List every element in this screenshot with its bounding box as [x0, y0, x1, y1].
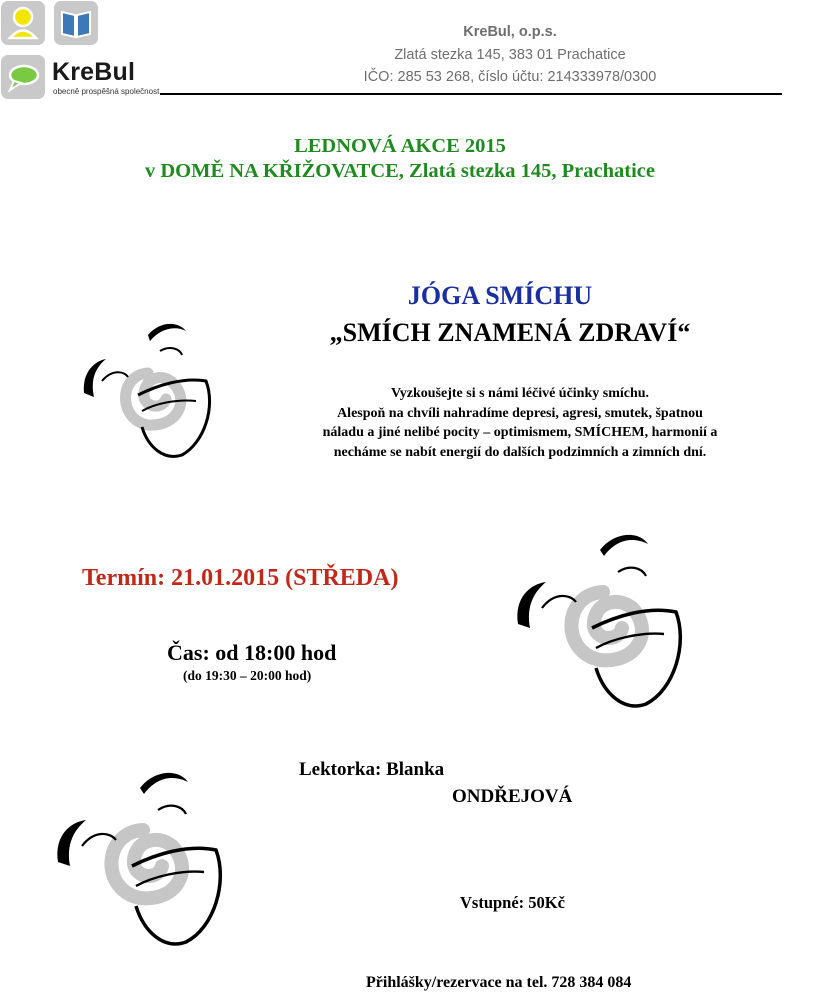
logo-subtext: obecně prospěšná společnost: [53, 87, 160, 96]
org-ids: IČO: 285 53 268, číslo účtu: 214333978/0300: [363, 69, 657, 85]
lecturer-surname: ONDŘEJOVÁ: [452, 786, 573, 807]
org-address: Zlatá stezka 145, 383 01 Prachatice: [394, 47, 626, 63]
intro-line: Alespoň na chvíli nahradíme depresi, agresi, smutek, špatnou: [337, 405, 703, 421]
intro-line: náladu a jiné nelibé pocity – optimismem, SMÍCHEM, harmonií a: [322, 425, 718, 440]
event-title: JÓGA SMÍCHU: [407, 281, 593, 310]
intro-line: necháme se nabít energií do dalších podzimních a zimních dní.: [333, 444, 707, 460]
event-subtitle: „SMÍCH ZNAMENÁ ZDRAVÍ“: [329, 318, 691, 347]
event-date: Termín: 21.01.2015 (STŘEDA): [82, 565, 399, 591]
header-divider: [160, 93, 782, 95]
org-name: KreBul, o.p.s.: [463, 24, 557, 40]
laughing-face-icon: [78, 315, 228, 465]
event-venue: v DOMĚ NA KŘIŽOVATCE, Zlatá stezka 145, Prachatice: [144, 160, 655, 182]
lecturer-name: Lektorka: Blanka: [299, 759, 445, 780]
book-icon: [54, 1, 98, 45]
person-icon: [1, 1, 45, 45]
intro-text: [260, 384, 780, 462]
event-time: Čas: od 18:00 hod: [167, 640, 337, 665]
event-time-detail: (do 19:30 – 20:00 hod): [183, 668, 312, 683]
laughing-face-icon: [48, 760, 238, 960]
booking-info: Přihlášky/rezervace na tel. 728 384 084: [366, 974, 632, 991]
intro-line: Vyzkoušejte si s námi léčivé účinky smíchu.: [390, 386, 650, 401]
logo-wordmark: KreBul: [52, 58, 136, 86]
laughing-face-icon: [508, 522, 698, 722]
admission-fee: Vstupné: 50Kč: [460, 893, 565, 912]
speech-bubble-icon: [1, 55, 45, 99]
event-heading: LEDNOVÁ AKCE 2015: [294, 135, 506, 157]
